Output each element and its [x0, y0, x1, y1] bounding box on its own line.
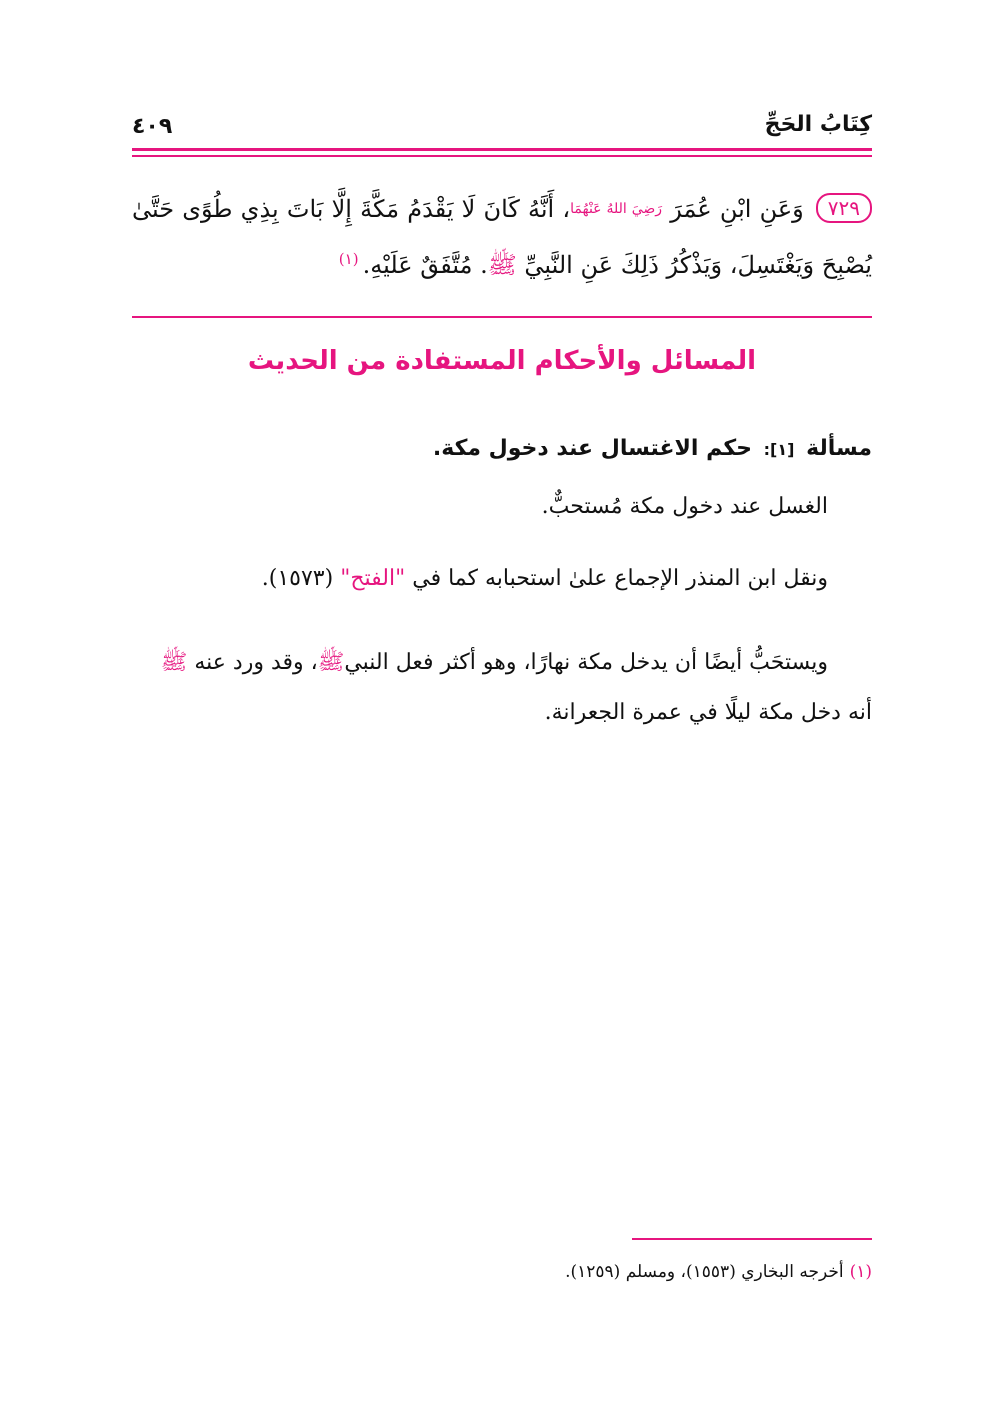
- hadith-divider: [132, 316, 872, 318]
- paragraph-3-part-2: ، وقد ورد عنه: [194, 650, 318, 675]
- issue-number: [١]:: [763, 440, 795, 459]
- chapter-title: كِتَابُ الحَجِّ: [764, 112, 872, 137]
- hadith-part-1: وَعَنِ ابْنِ عُمَرَ: [670, 195, 804, 223]
- issue-label: مسألة: [806, 436, 872, 461]
- prophet-honorific-1: ﷺ: [317, 650, 345, 675]
- footnote-number: (١): [849, 1262, 872, 1282]
- section-heading: المسائل والأحكام المستفادة من الحديث: [247, 346, 757, 376]
- footnote-reference[interactable]: (١): [338, 250, 359, 268]
- header-rule-bottom: [132, 155, 872, 157]
- paragraph-2: [262, 566, 828, 591]
- paragraph-3-part-3: أنه دخل مكة ليلًا في عمرة الجعرانة.: [544, 700, 872, 725]
- prophet-honorific-2: ﷺ: [160, 650, 188, 675]
- issue-heading: [433, 436, 872, 461]
- paragraph-2-citation: (١٥٧٣).: [261, 566, 341, 591]
- paragraph-1: الغسل عند دخول مكة مُستحبٌّ.: [541, 494, 828, 519]
- hadith-part-3: . مُتَّفَقٌ عَلَيْهِ.: [362, 251, 488, 279]
- footnote-separator: [632, 1238, 872, 1240]
- paragraph-3-part-1: ويستحَبُّ أيضًا أن يدخل مكة نهارًا، وهو أكثر فعل النبي: [344, 650, 828, 675]
- hadith-number-badge: ٧٢٩: [816, 193, 872, 223]
- page-number: ٤٠٩: [132, 114, 173, 139]
- companion-honorific: رَضِيَ اللهُ عَنْهُمَا: [570, 201, 663, 217]
- header-rule-top: [132, 148, 872, 151]
- hadith-text: [132, 184, 872, 290]
- footnote-text: أخرجه البخاري (١٥٥٣)، ومسلم (١٢٥٩).: [565, 1262, 844, 1282]
- fath-reference: "الفتح": [340, 566, 406, 591]
- paragraph-2-text: ونقل ابن المنذر الإجماع علىٰ استحبابه كما في: [405, 566, 828, 591]
- prophet-honorific: ﷺ: [487, 251, 517, 279]
- footnote: [565, 1262, 872, 1282]
- paragraph-3: [132, 638, 872, 738]
- issue-title: حكم الاغتسال عند دخول مكة.: [432, 436, 752, 461]
- hadith-part-2: ، أَنَّهُ كَانَ لَا يَقْدَمُ مَكَّةَ إِلَّا بَاتَ بِذِي طُوًى حَتَّىٰ يُصْبِحَ وَيَغْتَسِلَ، وَيَذْكُرُ ذَلِكَ عَنِ النَّبِيِّ: [132, 195, 872, 279]
